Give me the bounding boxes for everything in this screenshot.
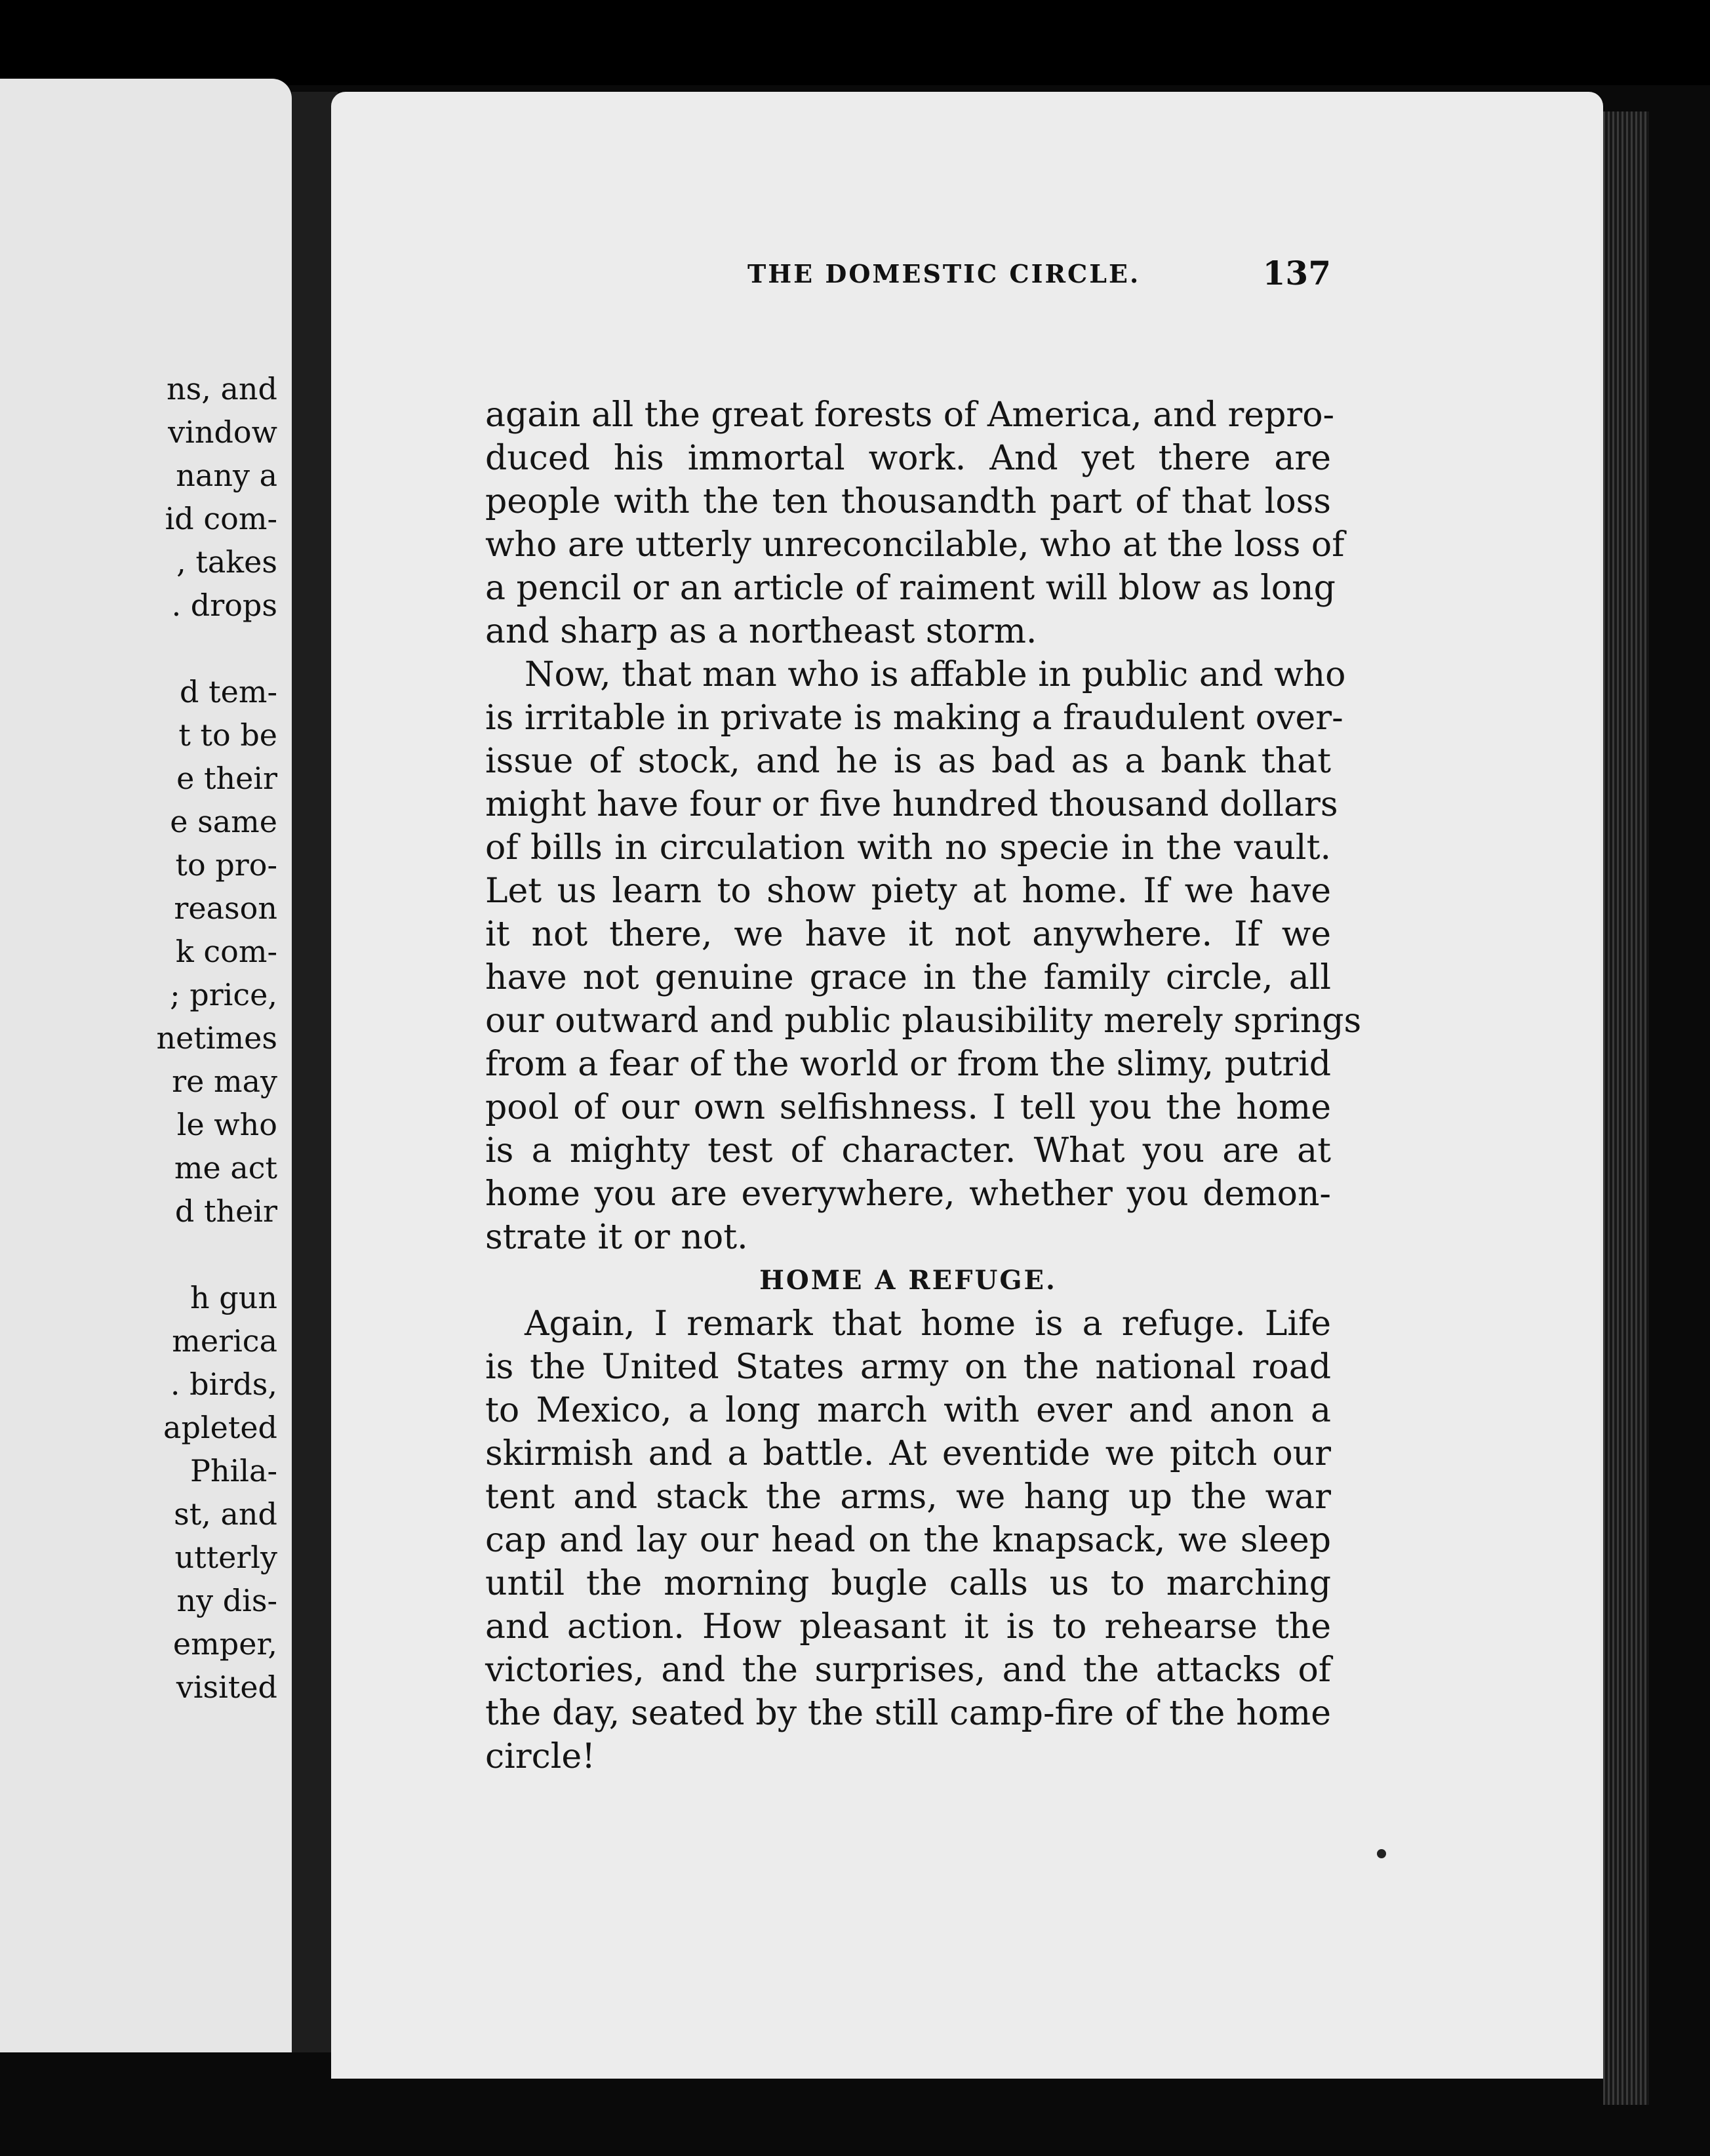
section-heading: HOME A REFUGE. xyxy=(759,1265,1057,1296)
left-fragment: utterly xyxy=(174,1540,277,1575)
text-line: home you are everywhere, whether you demon- xyxy=(485,1174,1331,1214)
page-edge xyxy=(1603,111,1649,2105)
text-line: have not genuine grace in the family circle, all xyxy=(485,958,1331,997)
text-line: who are utterly unreconcilable, who at the loss of xyxy=(485,525,1345,565)
text-line: duced his immortal work. And yet there are xyxy=(485,439,1331,478)
left-fragment: me act xyxy=(174,1150,277,1186)
running-head: THE DOMESTIC CIRCLE. xyxy=(747,259,1141,289)
text-line: Again, I remark that home is a refuge. Life xyxy=(525,1304,1331,1344)
left-fragment: d tem- xyxy=(180,674,277,709)
text-line: our outward and public plausibility merely springs xyxy=(485,1001,1362,1041)
left-fragment: visited xyxy=(176,1669,277,1705)
left-fragment: reason xyxy=(174,890,277,926)
text-line: a pencil or an article of raiment will blow as long xyxy=(485,569,1336,608)
left-paragraph-gap xyxy=(81,627,277,670)
left-fragment: ; price, xyxy=(170,977,277,1012)
text-line: is the United States army on the national road xyxy=(485,1348,1331,1387)
left-fragment: t to be xyxy=(178,717,277,753)
left-fragment: st, and xyxy=(174,1496,277,1532)
text-line: of bills in circulation with no specie in the vault. xyxy=(485,828,1331,868)
left-fragment: h gun xyxy=(190,1280,277,1315)
left-fragment: Phila- xyxy=(190,1453,277,1488)
left-fragment: . drops xyxy=(171,588,277,623)
left-fragment: nany a xyxy=(176,458,277,493)
text-line: Let us learn to show piety at home. If we have xyxy=(485,871,1331,911)
text-line: pool of our own selfishness. I tell you the home xyxy=(485,1088,1331,1127)
page-number: 137 xyxy=(1262,254,1331,292)
text-line: cap and lay our head on the knapsack, we sleep xyxy=(485,1521,1331,1560)
text-line: skirmish and a battle. At eventide we pitch our xyxy=(485,1434,1331,1473)
paragraph xyxy=(485,1302,1331,1778)
paragraph xyxy=(485,653,1362,1259)
left-fragment: vindow xyxy=(168,414,277,450)
text-line: until the morning bugle calls us to marching xyxy=(485,1564,1331,1603)
text-line: Now, that man who is affable in public and who xyxy=(525,655,1346,694)
left-fragment: emper, xyxy=(172,1626,277,1662)
text-line: and sharp as a northeast storm. xyxy=(485,612,1037,651)
left-fragment: id com- xyxy=(165,501,277,536)
left-fragment: le who xyxy=(176,1107,277,1142)
text-line: issue of stock, and he is as bad as a bank that xyxy=(485,742,1331,781)
left-paragraph-gap xyxy=(81,1233,277,1276)
text-line: strate it or not. xyxy=(485,1218,748,1257)
text-line: circle! xyxy=(485,1737,596,1776)
left-fragment: apleted xyxy=(163,1410,277,1445)
left-page-text xyxy=(81,367,277,1709)
text-line: it not there, we have it not anywhere. If we xyxy=(485,915,1331,954)
text-line: from a fear of the world or from the slimy, putrid xyxy=(485,1045,1331,1084)
left-fragment: e their xyxy=(176,761,277,796)
left-page xyxy=(0,79,292,2052)
left-fragment: k com- xyxy=(175,934,277,969)
text-line: to Mexico, a long march with ever and anon a xyxy=(485,1391,1331,1430)
text-line: again all the great forests of America, and repro- xyxy=(485,395,1335,435)
text-line: and action. How pleasant it is to rehearse the xyxy=(485,1607,1331,1647)
page-body xyxy=(485,393,1362,1778)
left-fragment: d their xyxy=(174,1193,277,1229)
left-fragment: re may xyxy=(172,1064,277,1099)
left-fragment: ns, and xyxy=(167,371,277,407)
ink-speck xyxy=(1377,1849,1386,1858)
left-fragment: , takes xyxy=(176,544,277,580)
left-fragment: to pro- xyxy=(175,847,277,883)
left-fragment: ny dis- xyxy=(176,1583,277,1618)
text-line: might have four or five hundred thousand dollars xyxy=(485,785,1338,824)
text-line: people with the ten thousandth part of that loss xyxy=(485,482,1331,521)
left-fragment: . birds, xyxy=(170,1367,277,1402)
text-line: is irritable in private is making a fraudulent over- xyxy=(485,698,1343,738)
left-fragment: e same xyxy=(170,804,277,839)
text-line: the day, seated by the still camp-fire of the home xyxy=(485,1694,1331,1733)
scan-background xyxy=(0,0,1710,85)
text-line: tent and stack the arms, we hang up the war xyxy=(485,1477,1331,1517)
page-header xyxy=(485,246,1331,298)
text-line: victories, and the surprises, and the attacks of xyxy=(485,1650,1331,1690)
left-fragment: merica xyxy=(172,1323,277,1359)
text-line: is a mighty test of character. What you are at xyxy=(485,1131,1331,1170)
paragraph xyxy=(485,393,1345,653)
left-fragment: netimes xyxy=(156,1020,277,1056)
